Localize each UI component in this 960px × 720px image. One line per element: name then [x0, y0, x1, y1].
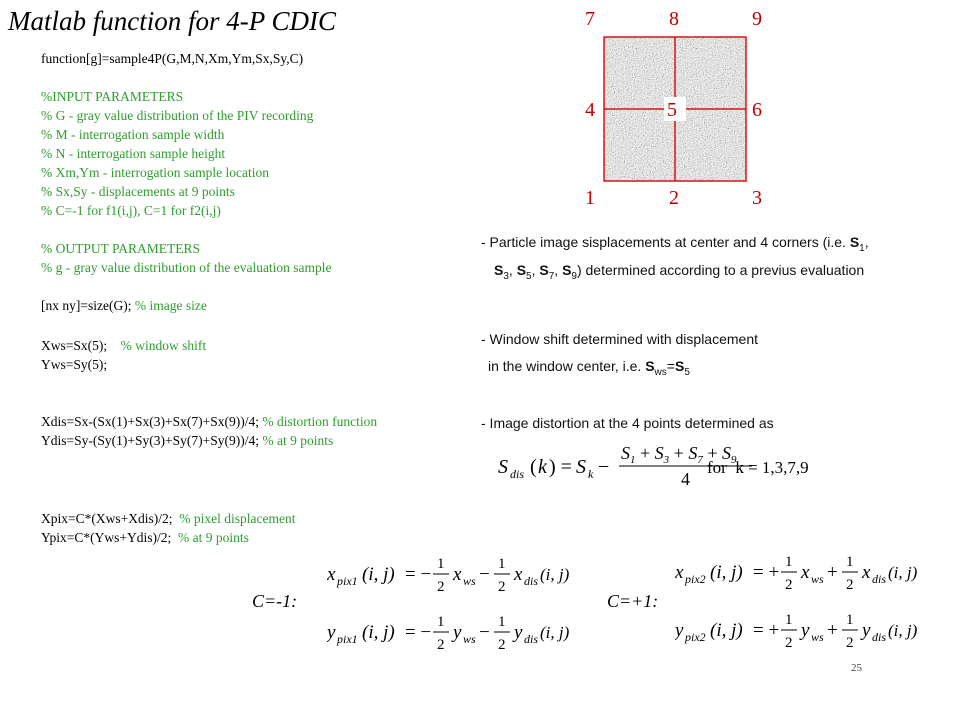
- xpix2-ws: ws: [811, 572, 824, 586]
- grid-number-8: 8: [669, 8, 679, 30]
- size-comment: % image size: [134, 298, 207, 313]
- bullet-text: in the window center, i.e.: [488, 358, 646, 374]
- ypix1-y: y: [327, 622, 336, 643]
- subscript-1: 1: [859, 242, 865, 254]
- comma: ,: [864, 234, 869, 250]
- xpix1-num1: 1: [437, 556, 445, 572]
- equals: =: [666, 358, 675, 374]
- bullet-distortion: - Image distortion at the 4 points determined as: [481, 415, 774, 431]
- size-code: [nx ny]=size(G);: [41, 298, 135, 313]
- xpix2-den2: 2: [846, 577, 854, 593]
- symbol-s7: S: [539, 262, 549, 278]
- formula-minus: −: [598, 456, 610, 478]
- code-line-size: [41, 296, 207, 315]
- code-line-c-param: % C=-1 for f1(i,j), C=1 for f2(i,j): [41, 203, 221, 218]
- formula-k-open: (: [530, 456, 537, 478]
- k-values: k = 1,3,7,9: [735, 458, 809, 477]
- bullet-text: - Particle image sisplacements at center and 4 corners (i.e.: [481, 234, 850, 250]
- ypix1-yws: y: [453, 622, 462, 643]
- xpix2-xdis: x: [862, 562, 871, 583]
- ypix1-ij: (i, j): [362, 622, 395, 643]
- xpix2-den1: 2: [785, 577, 793, 593]
- formula-k: k: [538, 456, 547, 478]
- code-line-output-header: % OUTPUT PARAMETERS: [41, 241, 201, 256]
- formula-eq-rhs-k: k: [588, 467, 594, 481]
- xpix1-xdis: x: [514, 564, 523, 585]
- xpix1-num2: 1: [498, 556, 506, 572]
- ypix2-ws: ws: [811, 630, 824, 644]
- ypix2-den1: 2: [785, 635, 793, 651]
- code-line-function: function[g]=sample4P(G,M,N,Xm,Ym,Sx,Sy,C): [41, 51, 304, 66]
- code-line-ydis: [41, 431, 333, 450]
- label-c-plus-1: C=+1:: [607, 591, 659, 611]
- symbol-s9: S: [562, 262, 572, 278]
- xpix2-dis: dis: [872, 572, 887, 586]
- bullet-window-shift-line2: [488, 358, 690, 378]
- ypix1-ws: ws: [463, 632, 476, 646]
- ypix1-den2: 2: [498, 637, 506, 653]
- ypix2-eq: = +: [753, 620, 780, 641]
- xpix2-ij2: (i, j): [888, 563, 918, 582]
- bullet-displacements-line1: [481, 234, 869, 254]
- ypix1-den1: 2: [437, 637, 445, 653]
- bullet-displacements-line2: $S_3$, $S_5$, $S_7$, $S_9$) determined according to a previus evaluation: [494, 262, 865, 282]
- formula-condition: [707, 458, 809, 478]
- ypix1-dis: dis: [524, 632, 539, 646]
- xpix1-sub: pix1: [337, 574, 358, 588]
- formula-lhs-sub: dis: [510, 467, 525, 481]
- code-line-ypix: [41, 528, 249, 547]
- xpix2-num2: 1: [846, 554, 854, 570]
- ypix2-ydis: y: [862, 620, 871, 641]
- symbol-s-ws: S: [645, 358, 655, 374]
- formula-eq-rhs: S: [576, 456, 586, 478]
- code-line-g-output: % g - gray value distribution of the evaluation sample: [41, 260, 332, 275]
- symbol-s: S: [849, 234, 860, 250]
- grid-number-1: 1: [585, 187, 595, 209]
- xws-code: Xws=Sx(5);: [41, 338, 121, 353]
- xpix2-x: x: [675, 562, 684, 583]
- xpix2-formula: [675, 548, 920, 594]
- ydis-comment: % at 9 points: [262, 433, 334, 448]
- ypix1-num1: 1: [437, 614, 445, 630]
- xpix-code: Xpix=C*(Xws+Xdis)/2;: [41, 511, 176, 526]
- code-line-m-param: % M - interrogation sample width: [41, 127, 225, 142]
- symbol-s5: S: [516, 262, 527, 278]
- ypix1-num2: 1: [498, 614, 506, 630]
- xpix1-xws: x: [453, 564, 462, 585]
- ypix2-ij2: (i, j): [888, 621, 918, 640]
- xpix1-formula: [327, 550, 572, 596]
- code-line-g-param: % G - gray value distribution of the PIV recording: [41, 108, 314, 123]
- ypix1-ydis: y: [514, 622, 523, 643]
- xpix1-dis: dis: [524, 574, 539, 588]
- xpix2-sub: pix2: [685, 572, 706, 586]
- xpix1-eq: = −: [405, 564, 432, 585]
- subscript-ws: ws: [654, 366, 667, 378]
- grid-number-6: 6: [752, 99, 762, 121]
- formula-numerator: $S_1 + S_3 + S_7 + S_9$: [621, 443, 737, 466]
- ypix1-minus: −: [479, 622, 490, 643]
- xpix-comment: % pixel displacement: [175, 511, 296, 526]
- xpix1-minus: −: [479, 564, 490, 585]
- bullet-window-shift-line1: - Window shift determined with displacement: [481, 331, 759, 347]
- xpix2-eq: = +: [753, 562, 780, 583]
- xws-comment: % window shift: [120, 338, 207, 353]
- ypix1-eq: = −: [405, 622, 432, 643]
- ypix2-sub: pix2: [685, 630, 706, 644]
- xdis-code: Xdis=Sx-(Sx(1)+Sx(3)+Sx(7)+Sx(9))/4;: [41, 414, 263, 429]
- ypix2-den2: 2: [846, 635, 854, 651]
- symbol-s3: S: [494, 262, 504, 278]
- grid-number-4: 4: [585, 99, 595, 121]
- ypix1-formula: [327, 608, 572, 656]
- xpix1-ij: (i, j): [362, 564, 395, 585]
- ypix1-sub: pix1: [337, 632, 358, 646]
- formula-lhs: S: [498, 456, 508, 478]
- subscript-7: 7: [548, 270, 555, 282]
- xpix1-ws: ws: [463, 574, 476, 588]
- ypix-comment: % at 9 points: [174, 530, 249, 545]
- ypix2-y: y: [675, 620, 684, 641]
- xpix2-num1: 1: [785, 554, 793, 570]
- ypix2-yws: y: [801, 620, 810, 641]
- for-text: for: [707, 458, 727, 477]
- formula-k-close: ) =: [549, 456, 572, 478]
- xpix2-plus: +: [827, 562, 838, 583]
- code-line-sx-param: % Sx,Sy - displacements at 9 points: [41, 184, 235, 199]
- grid-number-2: 2: [669, 187, 679, 209]
- ypix2-ij: (i, j): [710, 620, 743, 641]
- grid-number-7: 7: [585, 8, 595, 30]
- xpix1-den1: 2: [437, 579, 445, 595]
- code-line-input-header: %INPUT PARAMETERS: [41, 89, 184, 104]
- code-line-xws: [41, 336, 206, 355]
- code-line-n-param: % N - interrogation sample height: [41, 146, 226, 161]
- xdis-comment: % distortion function: [262, 414, 378, 429]
- subscript-5: 5: [526, 270, 532, 282]
- grid-number-5: 5: [667, 99, 677, 121]
- ypix1-ij2: (i, j): [540, 623, 570, 642]
- ypix2-formula: [675, 606, 920, 654]
- subscript-3: 3: [503, 270, 509, 282]
- grid-number-3: 3: [752, 187, 762, 209]
- code-line-xm-param: % Xm,Ym - interrogation sample location: [41, 165, 269, 180]
- bullet-text-end: ) determined according to a previus evaluation: [576, 262, 865, 278]
- page-number: 25: [851, 662, 862, 674]
- subscript-5: 5: [684, 366, 690, 378]
- slide-title: Matlab function for 4-P CDIC: [8, 6, 336, 36]
- subscript-9: 9: [571, 270, 577, 282]
- ypix2-num2: 1: [846, 612, 854, 628]
- xpix1-x: x: [327, 564, 336, 585]
- ydis-code: Ydis=Sy-(Sy(1)+Sy(3)+Sy(7)+Sy(9))/4;: [41, 433, 263, 448]
- code-line-yws: Yws=Sy(5);: [41, 357, 108, 372]
- grid-number-9: 9: [752, 8, 762, 30]
- code-line-xpix: [41, 509, 295, 528]
- ypix2-dis: dis: [872, 630, 887, 644]
- label-c-minus-1: C=-1:: [252, 591, 298, 611]
- formula-denominator: 4: [681, 469, 690, 489]
- symbol-s-5: S: [674, 358, 685, 374]
- xpix2-xws: x: [801, 562, 810, 583]
- code-line-xdis: [41, 412, 377, 431]
- xpix1-ij2: (i, j): [540, 565, 570, 584]
- ypix2-plus: +: [827, 620, 838, 641]
- ypix-code: Ypix=C*(Yws+Ydis)/2;: [41, 530, 175, 545]
- xpix2-ij: (i, j): [710, 562, 743, 583]
- xpix1-den2: 2: [498, 579, 506, 595]
- ypix2-num1: 1: [785, 612, 793, 628]
